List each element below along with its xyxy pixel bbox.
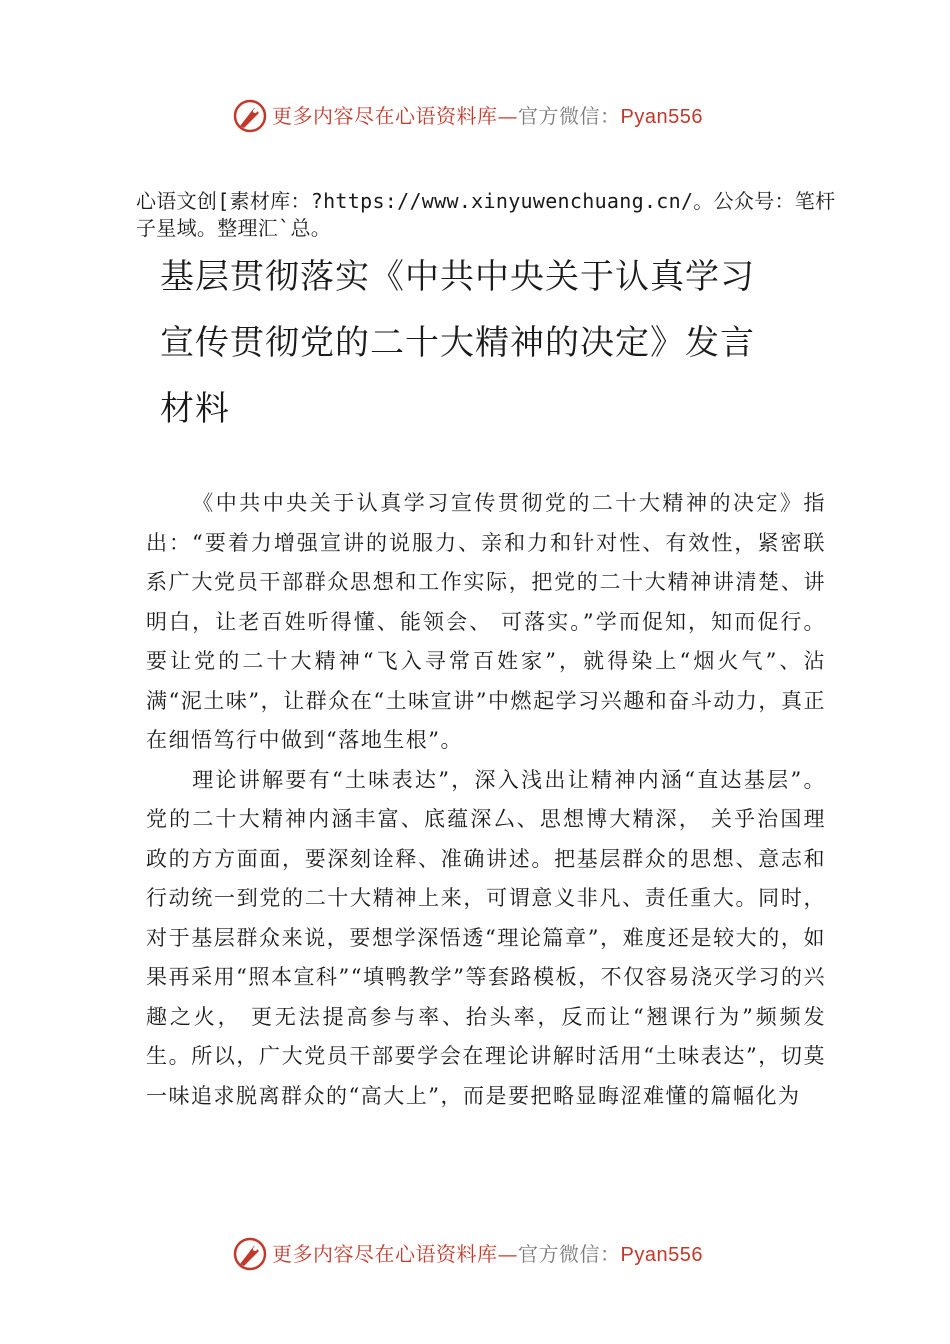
banner-text [272, 102, 703, 131]
pen-nib-logo-icon [232, 98, 268, 134]
footer-banner [0, 1234, 950, 1274]
paragraph: 《中共中央关于认真学习宣传贯彻党的二十大精神的决定》指出：“要着力增强宣讲的说服力、亲和力和针对性、有效性，紧密联系广大党员干部群众思想和工作实际，把党的二十大精神讲清楚、讲明白，让老百姓听得懂、能领会、 可落实。”学而促知，知而促行。要让党的二十大精神“飞入寻常百姓家”，就得染上“烟火气”、沾满“泥土味”，让群众在“土味宣讲”中燃起学习兴趣和奋斗动力，真正在细悟笃行中做到“落地生根”。 [146, 491, 826, 752]
banner-title: 更多内容尽在心语资料库 [272, 104, 498, 128]
banner-text [272, 1240, 703, 1269]
banner-wechat-label: 官方微信： [518, 1242, 621, 1266]
banner-dash: — [497, 104, 518, 128]
banner-wechat-id: Pyan556 [620, 1244, 703, 1266]
header-banner [0, 96, 950, 136]
paragraph: 理论讲解要有“土味表达”，深入浅出让精神内涵“直达基层”。党的二十大精神内涵丰富、底蕴深厶、思想博大精深， 关乎治国理政的方方面面，要深刻诠释、准确讲述。把基层群众的思想、意志和行动统一到党的二十大精神上来，可谓意义非凡、责任重大。同时，对于基层群众来说，要想学深悟透“理论篇章”，难度还是较大的，如果再采用“照本宣科”“填鸭教学”等套路模板，不仅容易浇灭学习的兴趣之火， 更无法提高参与率、抬头率，反而让“翘课行为”频频发生。所以，广大党员干部要学会在理论讲解时活用“土味表达”，切莫一味追求脱离群众的“高大上”，而是要把略显晦涩难懂的篇幅化为 [146, 767, 826, 1108]
banner-wechat-label: 官方微信： [518, 104, 621, 128]
source-note: 心语文创[素材库：?https://www.xinyuwenchuang.cn/。公众号：笔杆子星域。整理汇`总。 [136, 189, 836, 240]
pen-nib-logo-icon [232, 1236, 268, 1272]
banner-title: 更多内容尽在心语资料库 [272, 1242, 498, 1266]
document-title: 基层贯彻落实《中共中央关于认真学习宣传贯彻党的二十大精神的决定》发言材料 [160, 257, 755, 429]
banner-wechat-id: Pyan556 [620, 106, 703, 128]
banner-dash: — [497, 1242, 518, 1266]
document-body [146, 484, 826, 1116]
